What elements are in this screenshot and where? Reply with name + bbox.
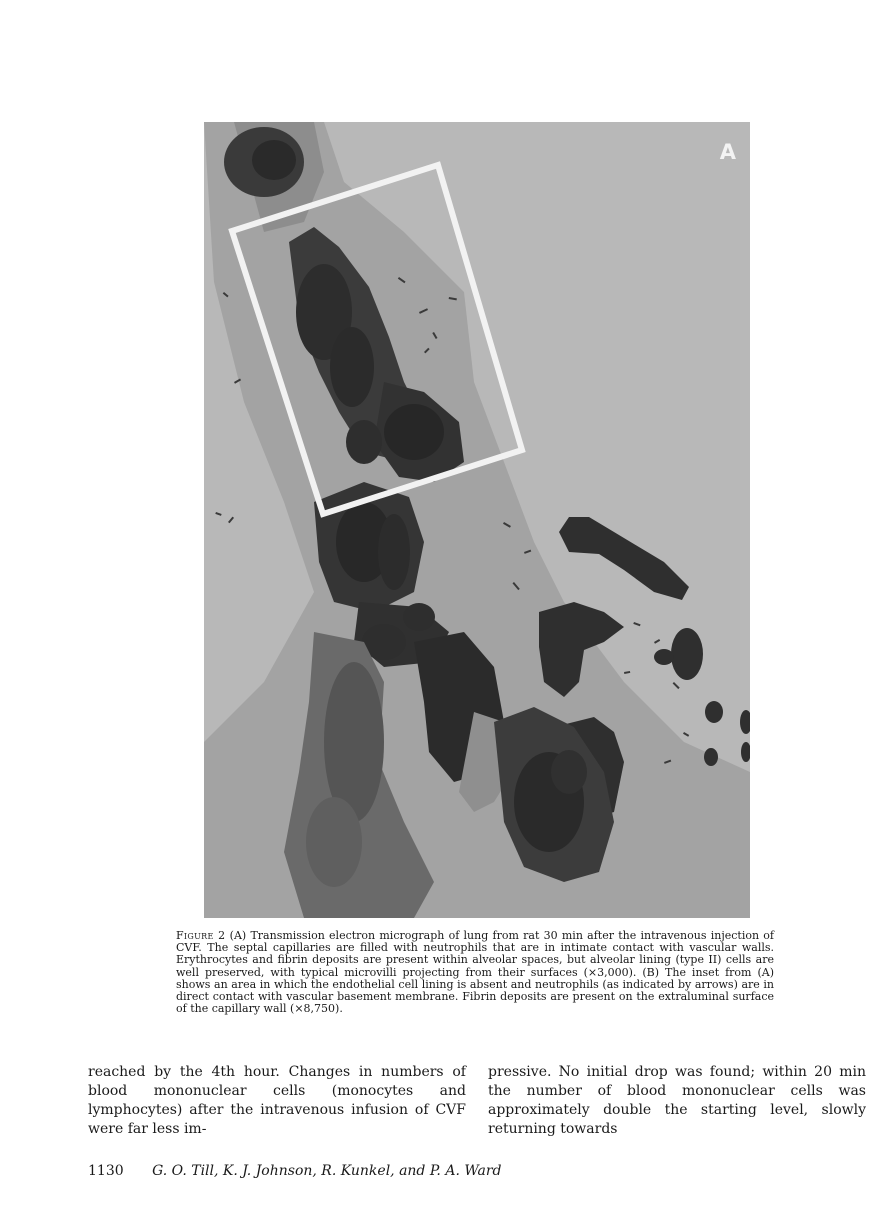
micrograph-image [204, 122, 750, 918]
body-column-left: reached by the 4th hour. Changes in numbers of blood mononuclear cells (monocytes and lymphocytes) after the intravenous infusion of CVF were far less im- [88, 1064, 466, 1137]
running-authors: G. O. Till, K. J. Johnson, R. Kunkel, and P. A. Ward [152, 1163, 502, 1179]
panel-label: A [719, 140, 736, 164]
page-number: 1130 [88, 1163, 124, 1179]
figure-caption-text: (A) Transmission electron micrograph of lung from rat 30 min after the intravenous injection of CVF. The septal capillaries are filled with neutrophils that are in intimate contact with vascular walls. Erythrocytes and fibrin deposits are present within alveolar spaces, but alveolar lining (type II) cells are well preserved, with typical microvilli projecting from their surfaces (×3,000). (B) The inset from (A) shows an area in which the endothelial cell lining is absent and neutrophils (as indicated by arrows) are in direct contact with vascular basement membrane. Fibrin deposits are present on the extraluminal surface of the capillary wall (×8,750). [176, 929, 774, 1016]
electron-micrograph [204, 122, 750, 918]
figure-caption [176, 930, 774, 1015]
figure-label: Figure 2 [176, 929, 226, 942]
page-footer [88, 1163, 502, 1179]
body-column-right: pressive. No initial drop was found; within 20 min the number of blood mononuclear cells was approximately double the starting level, slowly returning towards [488, 1064, 866, 1137]
